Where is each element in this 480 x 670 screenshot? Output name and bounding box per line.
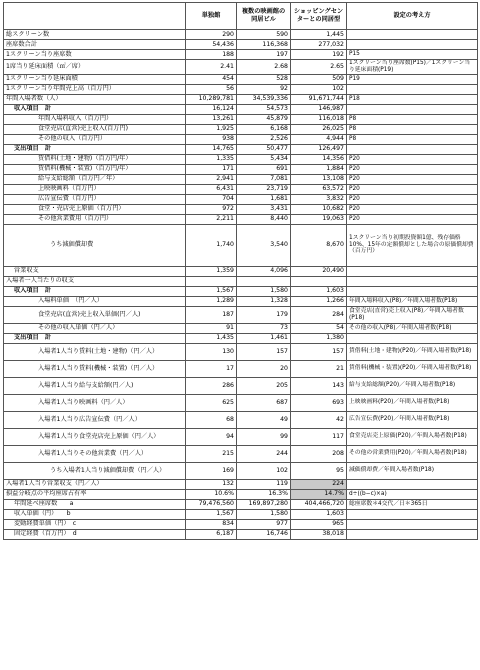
rationale-note xyxy=(347,509,478,519)
cell-value xyxy=(186,276,237,286)
row-label: 賃借料(機械・装置)（百万円/年） xyxy=(4,164,186,174)
cell-value: 54,436 xyxy=(186,40,237,50)
row-label: その他営業費用（百万円） xyxy=(4,214,186,224)
cell-value: 2.65 xyxy=(291,60,347,75)
cell-value: 1,289 xyxy=(186,296,237,306)
cell-value: 16.3% xyxy=(237,489,291,499)
rationale-note xyxy=(347,104,478,114)
cell-value: 116,018 xyxy=(291,114,347,124)
rationale-note: P20 xyxy=(347,154,478,164)
rationale-note: P20 xyxy=(347,194,478,204)
table-row xyxy=(4,60,478,75)
cell-value: 95 xyxy=(291,462,347,479)
cell-value: 143 xyxy=(291,377,347,394)
row-label: 食堂売店(直営)売上収入単価(円／人) xyxy=(4,306,186,323)
cell-value: 834 xyxy=(186,519,237,529)
table-row xyxy=(4,40,478,50)
cell-value: 91,671,744 xyxy=(291,94,347,104)
table-row xyxy=(4,276,478,286)
row-label: 1席当り延床面積（㎡／席） xyxy=(4,60,186,75)
rationale-note: P20 xyxy=(347,184,478,194)
cell-value: 16,124 xyxy=(186,104,237,114)
cell-value: 10.6% xyxy=(186,489,237,499)
header-rationale: 設定の考え方 xyxy=(347,3,478,30)
table-row xyxy=(4,509,478,519)
rationale-note: P20 xyxy=(347,204,478,214)
cell-value: 972 xyxy=(186,204,237,214)
cell-value: 132 xyxy=(186,479,237,489)
row-label: 座席数合計 xyxy=(4,40,186,50)
rationale-note: P15 xyxy=(347,50,478,60)
row-label: 年間入場料収入（百万円） xyxy=(4,114,186,124)
table-row xyxy=(4,184,478,194)
rationale-note: P8 xyxy=(347,114,478,124)
rationale-note: 減価償却費／年間入場者数(P18) xyxy=(347,462,478,479)
cell-value: 102 xyxy=(291,84,347,94)
table-row xyxy=(4,343,478,360)
row-label: 入場者1人当りその他営業費（円／人） xyxy=(4,445,186,462)
cell-value: 1,435 xyxy=(186,333,237,343)
table-row xyxy=(4,224,478,266)
cell-value: 1,380 xyxy=(291,333,347,343)
cell-value: 691 xyxy=(237,164,291,174)
rationale-note: 総座席数＊4交代／日＊365日 xyxy=(347,499,478,509)
table-row xyxy=(4,428,478,445)
cell-value: 1,603 xyxy=(291,286,347,296)
table-row xyxy=(4,333,478,343)
cell-value: 20 xyxy=(237,360,291,377)
cell-value: 1,266 xyxy=(291,296,347,306)
row-label: 入場者1人当り賃料(機械・装置)（円／人） xyxy=(4,360,186,377)
table-row xyxy=(4,144,478,154)
cell-value: 208 xyxy=(291,445,347,462)
table-row xyxy=(4,74,478,84)
table-row xyxy=(4,194,478,204)
rationale-note: d÷((b−c)×a) xyxy=(347,489,478,499)
row-label: 変動経費単価（円） c xyxy=(4,519,186,529)
row-label: その他の収入単価（円／人） xyxy=(4,323,186,333)
header-label xyxy=(4,3,186,30)
cell-value: 1,328 xyxy=(237,296,291,306)
cell-value: 10,289,781 xyxy=(186,94,237,104)
table-row xyxy=(4,360,478,377)
row-label: 入場者1人当り広告宣伝費（円／人） xyxy=(4,411,186,428)
table-row xyxy=(4,529,478,539)
rationale-note: 賃借料(土地・建物)(P20)／年間入場者数(P18) xyxy=(347,343,478,360)
cell-value: 157 xyxy=(237,343,291,360)
cell-value: 130 xyxy=(186,343,237,360)
cell-value: 63,572 xyxy=(291,184,347,194)
header-shopping-center: ショッピングセンターとの同居型 xyxy=(291,3,347,30)
table-row xyxy=(4,323,478,333)
rationale-note xyxy=(347,276,478,286)
rationale-note: 広告宣伝費(P20)／年間入場者数(P18) xyxy=(347,411,478,428)
cell-value: 2,526 xyxy=(237,134,291,144)
table-row xyxy=(4,114,478,124)
table-row xyxy=(4,411,478,428)
rationale-note: P20 xyxy=(347,164,478,174)
cell-value: 1,740 xyxy=(186,224,237,266)
header-row xyxy=(4,3,478,30)
row-label: 支出項目 計 xyxy=(4,144,186,154)
cell-value: 45,879 xyxy=(237,114,291,124)
cell-value: 244 xyxy=(237,445,291,462)
rationale-note: 賃借料(機械・装置)(P20)／年間入場者数(P18) xyxy=(347,360,478,377)
cell-value: 528 xyxy=(237,74,291,84)
rationale-note xyxy=(347,30,478,40)
table-row xyxy=(4,296,478,306)
cell-value: 1,603 xyxy=(291,509,347,519)
cell-value: 1,580 xyxy=(237,286,291,296)
cell-value xyxy=(291,276,347,286)
row-label: 入場料単価 （円／人） xyxy=(4,296,186,306)
row-label: 賃借料(土地・建物)（百万円/年） xyxy=(4,154,186,164)
row-label: 給与支給総額（百万円／年） xyxy=(4,174,186,184)
rationale-note: P8 xyxy=(347,134,478,144)
row-label: 収入項目 計 xyxy=(4,286,186,296)
cell-value: 704 xyxy=(186,194,237,204)
cell-value: 19,063 xyxy=(291,214,347,224)
cell-value: 54,573 xyxy=(237,104,291,114)
cell-value: 16,746 xyxy=(237,529,291,539)
cell-value: 26,025 xyxy=(291,124,347,134)
rationale-note xyxy=(347,529,478,539)
rationale-note xyxy=(347,286,478,296)
rationale-note: P20 xyxy=(347,174,478,184)
cell-value: 938 xyxy=(186,134,237,144)
cell-value: 6,168 xyxy=(237,124,291,134)
row-label: 支出項目 計 xyxy=(4,333,186,343)
row-label: 広告宣伝費（百万円） xyxy=(4,194,186,204)
cell-value: 224 xyxy=(291,479,347,489)
rationale-note xyxy=(347,144,478,154)
row-label: 入場者1人当り賃料(土地・建物)（円／人） xyxy=(4,343,186,360)
cell-value: 693 xyxy=(291,394,347,411)
table-row xyxy=(4,479,478,489)
table-row xyxy=(4,214,478,224)
cell-value: 14,765 xyxy=(186,144,237,154)
cell-value: 1,681 xyxy=(237,194,291,204)
cell-value: 1,445 xyxy=(291,30,347,40)
cell-value: 119 xyxy=(237,479,291,489)
cell-value: 23,719 xyxy=(237,184,291,194)
table-row xyxy=(4,204,478,214)
cell-value: 277,032 xyxy=(291,40,347,50)
cell-value: 157 xyxy=(291,343,347,360)
rationale-note: 食堂売店(直営)売上収入(P8)／年間入場者数(P18) xyxy=(347,306,478,323)
cell-value: 54 xyxy=(291,323,347,333)
row-label: 1スクリーン当り年間売上高（百万円） xyxy=(4,84,186,94)
table-row xyxy=(4,174,478,184)
rationale-note xyxy=(347,266,478,276)
cell-value: 14,356 xyxy=(291,154,347,164)
cell-value: 687 xyxy=(237,394,291,411)
rationale-note: P8 xyxy=(347,124,478,134)
row-label: 入場者1人当り食堂売店売上原価（円／人） xyxy=(4,428,186,445)
rationale-note xyxy=(347,479,478,489)
table-row xyxy=(4,306,478,323)
table-row xyxy=(4,50,478,60)
cell-value: 284 xyxy=(291,306,347,323)
cell-value: 1,567 xyxy=(186,286,237,296)
cell-value: 4,944 xyxy=(291,134,347,144)
cell-value: 7,081 xyxy=(237,174,291,184)
cell-value: 1,884 xyxy=(291,164,347,174)
cell-value: 1,567 xyxy=(186,509,237,519)
table-row xyxy=(4,377,478,394)
cell-value: 73 xyxy=(237,323,291,333)
table-row xyxy=(4,84,478,94)
cell-value: 91 xyxy=(186,323,237,333)
cell-value: 4,096 xyxy=(237,266,291,276)
table-row xyxy=(4,104,478,114)
cell-value: 2.68 xyxy=(237,60,291,75)
table-row xyxy=(4,489,478,499)
rationale-note: 1スクリーン当り座席数(P15)／1スクリーン当り延床面積(P19) xyxy=(347,60,478,75)
cell-value: 116,368 xyxy=(237,40,291,50)
cell-value: 171 xyxy=(186,164,237,174)
cell-value: 42 xyxy=(291,411,347,428)
cell-value: 625 xyxy=(186,394,237,411)
cell-value: 21 xyxy=(291,360,347,377)
table-body xyxy=(4,30,478,540)
rationale-note: その他の営業費用(P20)／年間入場者数(P18) xyxy=(347,445,478,462)
cell-value: 102 xyxy=(237,462,291,479)
table-row xyxy=(4,266,478,276)
cell-value: 965 xyxy=(291,519,347,529)
cell-value: 1,925 xyxy=(186,124,237,134)
row-label: 年間入場者数（人） xyxy=(4,94,186,104)
cell-value: 13,108 xyxy=(291,174,347,184)
table-row xyxy=(4,499,478,509)
cell-value: 17 xyxy=(186,360,237,377)
row-label: 食堂・売店売上原価（百万円） xyxy=(4,204,186,214)
row-label: 損益分岐点の平均座席占有率 xyxy=(4,489,186,499)
cell-value: 34,539,336 xyxy=(237,94,291,104)
cell-value: 1,580 xyxy=(237,509,291,519)
cell-value: 5,434 xyxy=(237,154,291,164)
cell-value: 590 xyxy=(237,30,291,40)
table-row xyxy=(4,164,478,174)
cell-value: 117 xyxy=(291,428,347,445)
row-label: 営業収支 xyxy=(4,266,186,276)
cell-value: 2,211 xyxy=(186,214,237,224)
row-label: 上映映画料（百万円） xyxy=(4,184,186,194)
rationale-note: 年間入場料収入(P8)／年間入場者数(P18) xyxy=(347,296,478,306)
row-label: 年間延べ座席数 a xyxy=(4,499,186,509)
row-label: 食堂売店(直営)売上収入(百万円) xyxy=(4,124,186,134)
cell-value: 50,477 xyxy=(237,144,291,154)
rationale-note: P19 xyxy=(347,74,478,84)
cell-value: 6,431 xyxy=(186,184,237,194)
cell-value: 509 xyxy=(291,74,347,84)
cell-value: 56 xyxy=(186,84,237,94)
cell-value: 3,431 xyxy=(237,204,291,214)
row-label: 入場者1人当り映画料（円／人） xyxy=(4,394,186,411)
cell-value: 3,832 xyxy=(291,194,347,204)
rationale-note xyxy=(347,40,478,50)
rationale-note xyxy=(347,519,478,529)
header-standalone: 単独館 xyxy=(186,3,237,30)
cell-value: 49 xyxy=(237,411,291,428)
row-label: 入場者1人当り営業収支（円／人） xyxy=(4,479,186,489)
cell-value: 1,335 xyxy=(186,154,237,164)
row-label: 1スクリーン当り座席数 xyxy=(4,50,186,60)
rationale-note: 上映映画料(P20)／年間入場者数(P18) xyxy=(347,394,478,411)
cell-value: 1,461 xyxy=(237,333,291,343)
cell-value: 290 xyxy=(186,30,237,40)
cost-table xyxy=(3,2,478,540)
header-multiplex-building: 複数の映画館の同居ビル xyxy=(237,3,291,30)
rationale-note: その他の収入(P8)／年間入場者数(P18) xyxy=(347,323,478,333)
rationale-note: P18 xyxy=(347,94,478,104)
cell-value: 38,018 xyxy=(291,529,347,539)
cell-value: 126,497 xyxy=(291,144,347,154)
cell-value: 13,261 xyxy=(186,114,237,124)
table-row xyxy=(4,394,478,411)
rationale-note: 食堂売店売上原価(P20)／年間入場者数(P18) xyxy=(347,428,478,445)
cell-value: 286 xyxy=(186,377,237,394)
cell-value: 169,897,280 xyxy=(237,499,291,509)
cell-value: 1,359 xyxy=(186,266,237,276)
table-row xyxy=(4,286,478,296)
row-label: うち入場者1人当り減価償却費（円／人） xyxy=(4,462,186,479)
cell-value: 188 xyxy=(186,50,237,60)
table-row xyxy=(4,134,478,144)
cell-value: 404,466,720 xyxy=(291,499,347,509)
row-label: 入場者一人当たりの収支 xyxy=(4,276,186,286)
cell-value: 79,476,560 xyxy=(186,499,237,509)
rationale-note: 給与支給総額(P20)／年間入場者数(P18) xyxy=(347,377,478,394)
cell-value: 192 xyxy=(291,50,347,60)
cell-value: 6,187 xyxy=(186,529,237,539)
table-row xyxy=(4,519,478,529)
row-label: 固定経費（百万円） d xyxy=(4,529,186,539)
cell-value xyxy=(237,276,291,286)
cell-value: 20,490 xyxy=(291,266,347,276)
cell-value: 94 xyxy=(186,428,237,445)
table-row xyxy=(4,154,478,164)
cell-value: 10,682 xyxy=(291,204,347,214)
cell-value: 179 xyxy=(237,306,291,323)
rationale-note xyxy=(347,84,478,94)
row-label: 入場者1人当り給与支給額(円／人) xyxy=(4,377,186,394)
cell-value: 3,540 xyxy=(237,224,291,266)
cell-value: 146,987 xyxy=(291,104,347,114)
cell-value: 8,440 xyxy=(237,214,291,224)
cell-value: 205 xyxy=(237,377,291,394)
rationale-note: P20 xyxy=(347,214,478,224)
cell-value: 2,941 xyxy=(186,174,237,184)
cell-value: 8,670 xyxy=(291,224,347,266)
table-row xyxy=(4,124,478,134)
row-label: その他の収入（百万円） xyxy=(4,134,186,144)
cell-value: 197 xyxy=(237,50,291,60)
table-row xyxy=(4,30,478,40)
cell-value: 187 xyxy=(186,306,237,323)
cell-value: 454 xyxy=(186,74,237,84)
row-label: うち減価償却費 xyxy=(4,224,186,266)
cell-value: 99 xyxy=(237,428,291,445)
row-label: 収入単価（円） b xyxy=(4,509,186,519)
table-row xyxy=(4,462,478,479)
cell-value: 977 xyxy=(237,519,291,529)
row-label: 総スクリーン数 xyxy=(4,30,186,40)
table-row xyxy=(4,445,478,462)
cell-value: 169 xyxy=(186,462,237,479)
rationale-note: 1スクリーン当り初期投資額1億、残存価格10%、15年の定額償却とした場合の原価償却費（百万円） xyxy=(347,224,478,266)
cell-value: 2.41 xyxy=(186,60,237,75)
cell-value: 215 xyxy=(186,445,237,462)
table-row xyxy=(4,94,478,104)
row-label: 1スクリーン当り延床面積 xyxy=(4,74,186,84)
cell-value: 68 xyxy=(186,411,237,428)
rationale-note xyxy=(347,333,478,343)
cell-value: 14.7% xyxy=(291,489,347,499)
cell-value: 92 xyxy=(237,84,291,94)
row-label: 収入項目 計 xyxy=(4,104,186,114)
